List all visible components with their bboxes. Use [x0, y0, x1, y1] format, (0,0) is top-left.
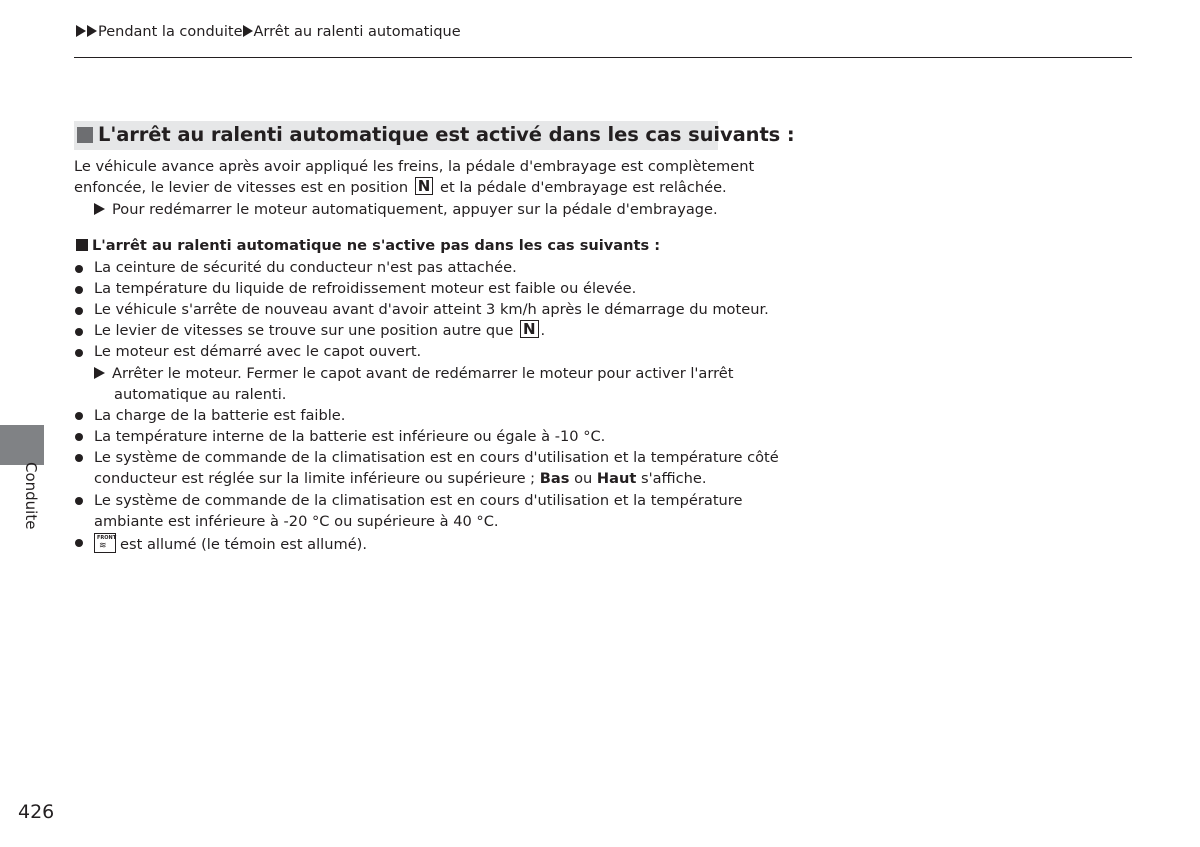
list-item: Le système de commande de la climatisation est en cours d'utilisation et la température [94, 492, 743, 509]
list-item: La charge de la batterie est faible. [94, 407, 346, 424]
bullet-icon [75, 349, 83, 357]
note-line: automatique au ralenti. [114, 386, 287, 403]
bullet-icon [75, 265, 83, 273]
breadcrumb-item[interactable]: Pendant la conduite [98, 24, 243, 40]
section-heading [74, 121, 795, 150]
breadcrumb [76, 24, 461, 40]
breadcrumb-arrow-icon [243, 25, 253, 37]
section-title: L'arrêt au ralenti automatique est activé dans les cas suivants : [98, 123, 795, 146]
list-item-continuation: ambiante est inférieure à -20 °C ou supérieure à 40 °C. [94, 513, 499, 530]
bullet-icon [75, 539, 83, 547]
chapter-label: Conduite [22, 462, 40, 530]
breadcrumb-arrow-icon [76, 25, 86, 37]
heading-square-icon [77, 127, 93, 143]
list-item: Le véhicule s'arrête de nouveau avant d'avoir atteint 3 km/h après le démarrage du moteur. [94, 301, 769, 318]
list-item: Le levier de vitesses se trouve sur une position autre que N . [94, 320, 546, 339]
bullet-icon [75, 497, 83, 505]
list-item: Le moteur est démarré avec le capot ouvert. [94, 343, 422, 360]
breadcrumb-item[interactable]: Arrêt au ralenti automatique [253, 24, 461, 40]
list-item: Le système de commande de la climatisation est en cours d'utilisation et la température côté [94, 449, 779, 466]
list-item: La température du liquide de refroidissement moteur est faible ou élevée. [94, 280, 637, 297]
heading-square-icon [76, 239, 88, 251]
bullet-icon [75, 412, 83, 420]
header-divider [74, 57, 1132, 58]
bullet-icon [75, 328, 83, 336]
subsection-heading: L'arrêt au ralenti automatique ne s'active pas dans les cas suivants : [76, 237, 660, 254]
list-item: La ceinture de sécurité du conducteur n'est pas attachée. [94, 259, 517, 276]
bullet-icon [75, 454, 83, 462]
list-item: FRONT ≋ est allumé (le témoin est allumé). [94, 533, 367, 555]
bullet-icon [75, 433, 83, 441]
gear-n-indicator: N [415, 177, 434, 195]
note-line: Pour redémarrer le moteur automatiquement, appuyer sur la pédale d'embrayage. [94, 199, 718, 220]
bullet-icon [75, 307, 83, 315]
paragraph-line: enfoncée, le levier de vitesses est en position N et la pédale d'embrayage est relâchée. [74, 177, 727, 196]
breadcrumb-arrow-icon [87, 25, 97, 37]
paragraph-line: Le véhicule avance après avoir appliqué les freins, la pédale d'embrayage est complètement [74, 158, 755, 175]
bullet-icon [75, 286, 83, 294]
gear-n-indicator: N [520, 320, 539, 338]
bas-label: Bas [539, 470, 570, 487]
front-defroster-icon: FRONT ≋ [94, 533, 116, 553]
haut-label: Haut [596, 470, 637, 487]
note-arrow-icon [94, 367, 105, 379]
list-item-continuation: conducteur est réglée sur la limite inférieure ou supérieure ; Bas ou Haut s'affiche. [94, 470, 707, 487]
note-line: Arrêter le moteur. Fermer le capot avant de redémarrer le moteur pour activer l'arrêt [94, 363, 734, 384]
list-item: La température interne de la batterie est inférieure ou égale à -10 °C. [94, 428, 606, 445]
note-arrow-icon [94, 203, 105, 215]
chapter-tab [0, 425, 44, 465]
page-number: 426 [18, 801, 55, 823]
